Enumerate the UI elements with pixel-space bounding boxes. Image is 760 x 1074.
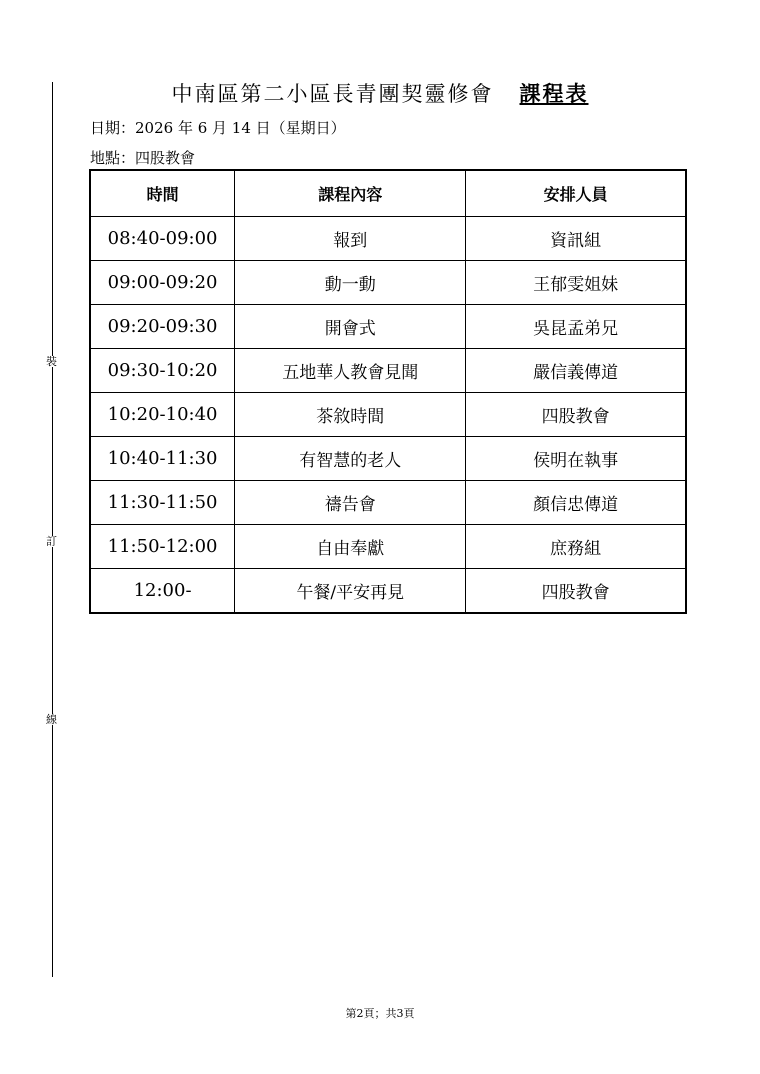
binding-line xyxy=(52,82,53,977)
cell-person: 吳昆孟弟兄 xyxy=(466,305,686,349)
table-row xyxy=(90,393,686,437)
table-row xyxy=(90,481,686,525)
cell-content: 動一動 xyxy=(235,261,466,305)
table-row xyxy=(90,305,686,349)
binding-mark-zhuang: 裝 xyxy=(46,355,57,368)
cell-content: 午餐/平安再見 xyxy=(235,569,466,614)
cell-person: 資訊組 xyxy=(466,217,686,261)
binding-mark-xian: 線 xyxy=(46,713,57,726)
cell-content: 報到 xyxy=(235,217,466,261)
header-time: 時間 xyxy=(90,170,235,217)
cell-person: 嚴信義傳道 xyxy=(466,349,686,393)
header-person: 安排人員 xyxy=(466,170,686,217)
schedule-table xyxy=(89,169,687,614)
schedule-title: 課程表 xyxy=(519,81,589,106)
event-title: 中南區第二小區長青團契靈修會 xyxy=(171,82,494,106)
cell-content: 五地華人教會見聞 xyxy=(235,349,466,393)
cell-time: 10:20-10:40 xyxy=(90,393,235,437)
cell-time: 09:20-09:30 xyxy=(90,305,235,349)
date-line: 日期：2026 年 6 月 14 日（星期日） xyxy=(90,119,346,137)
cell-content: 開會式 xyxy=(235,305,466,349)
table-row xyxy=(90,217,686,261)
cell-person: 侯明在執事 xyxy=(466,437,686,481)
cell-person: 四股教會 xyxy=(466,569,686,614)
cell-person: 庶務組 xyxy=(466,525,686,569)
cell-content: 自由奉獻 xyxy=(235,525,466,569)
table-row xyxy=(90,437,686,481)
cell-time: 11:50-12:00 xyxy=(90,525,235,569)
cell-person: 王郁雯姐妹 xyxy=(466,261,686,305)
cell-content: 茶敘時間 xyxy=(235,393,466,437)
table-header-row xyxy=(90,170,686,217)
document-title xyxy=(0,78,760,108)
cell-time: 09:00-09:20 xyxy=(90,261,235,305)
cell-time: 11:30-11:50 xyxy=(90,481,235,525)
table-row xyxy=(90,525,686,569)
cell-person: 四股教會 xyxy=(466,393,686,437)
page-number: 第2頁；共3頁 xyxy=(345,1007,415,1020)
binding-mark-ding: 訂 xyxy=(46,535,57,548)
cell-time: 08:40-09:00 xyxy=(90,217,235,261)
table-row xyxy=(90,261,686,305)
cell-time: 09:30-10:20 xyxy=(90,349,235,393)
table-row xyxy=(90,349,686,393)
cell-content: 禱告會 xyxy=(235,481,466,525)
cell-person: 顏信忠傳道 xyxy=(466,481,686,525)
cell-content: 有智慧的老人 xyxy=(235,437,466,481)
location-line: 地點：四股教會 xyxy=(90,149,196,167)
header-content: 課程內容 xyxy=(235,170,466,217)
cell-time: 10:40-11:30 xyxy=(90,437,235,481)
table-row xyxy=(90,569,686,614)
cell-time: 12:00- xyxy=(90,569,235,614)
